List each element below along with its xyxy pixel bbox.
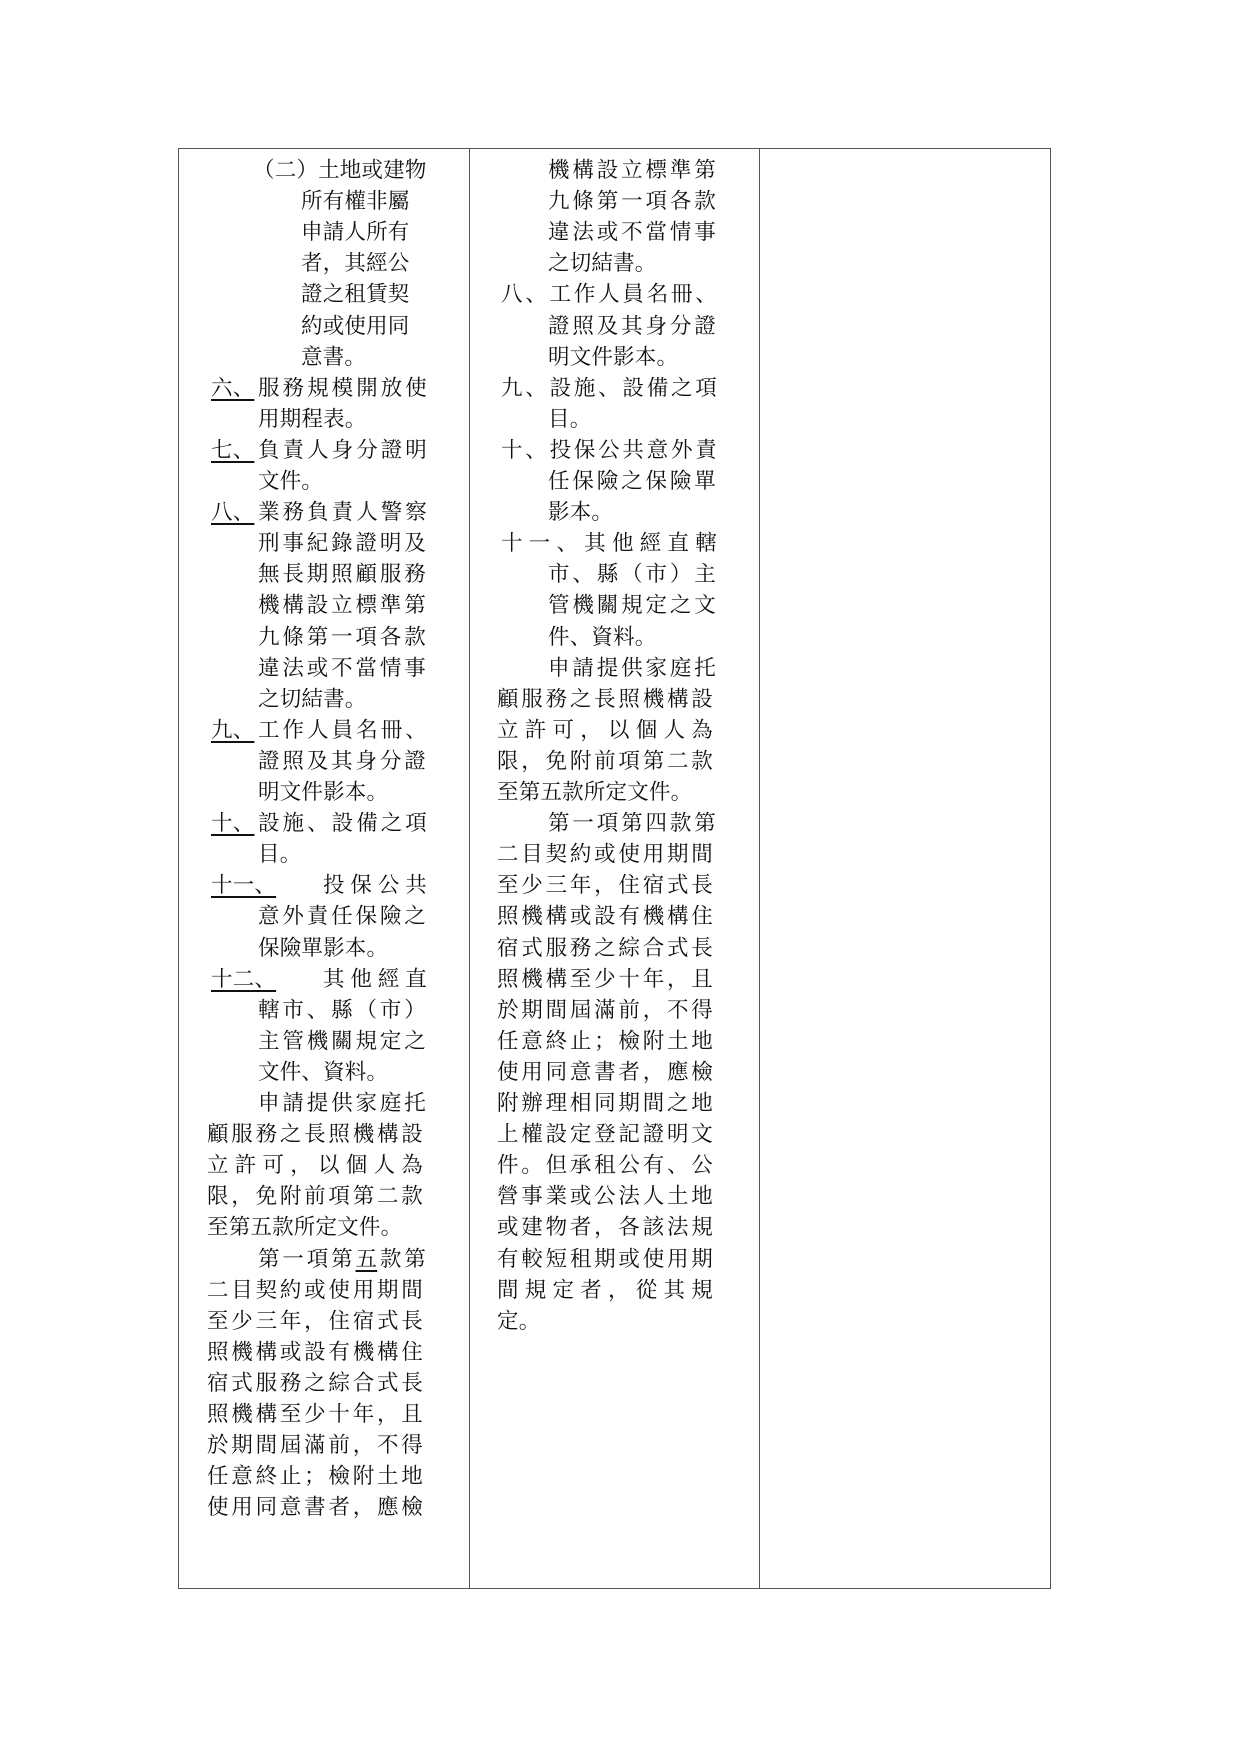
amended-text-line: 證之租賃契 — [301, 282, 410, 308]
amended-text-line: 於 期 間 屆 滿 前 ， 不 得 — [207, 1433, 423, 1459]
current-text-line: 管 機 關 規 定 之 文 — [548, 593, 716, 619]
amended-text-line: 十、 設 施 、 設 備 之 項 — [211, 808, 427, 840]
current-text-line: 附 辦 理 相 同 期 間 之 地 — [497, 1091, 713, 1116]
current-text-line: 間 規 定 者 ， 從 其 規 — [497, 1277, 713, 1303]
amended-text-line: 限 ， 免 附 前 項 第 二 款 — [207, 1184, 423, 1210]
amended-text-line: 目。 — [258, 842, 302, 868]
current-text-line: 機 構 設 立 標 準 第 — [548, 158, 716, 183]
current-text-line: 九 條 第 一 項 各 款 — [548, 189, 716, 215]
amended-text-line: 違 法 或 不 當 情 事 — [258, 655, 426, 681]
amended-text-line: 刑 事 紀 錄 證 明 及 — [258, 531, 426, 557]
current-text-line: 十 一 、 其 他 經 直 轄 — [501, 531, 717, 557]
amended-text-line: 任 意 終 止 ； 檢 附 土 地 — [207, 1464, 423, 1490]
current-text-line: 或 建 物 者 ， 各 該 法 規 — [497, 1215, 713, 1241]
amended-text-line: 主 管 機 關 規 定 之 — [258, 1028, 426, 1054]
amended-text-line: 保險單影本。 — [258, 935, 389, 961]
amended-text-line: 至第五款所定文件。 — [207, 1215, 403, 1241]
current-text-line: 於 期 間 屆 滿 前 ， 不 得 — [497, 997, 713, 1023]
current-text-line: 有 較 短 租 期 或 使 用 期 — [497, 1246, 713, 1272]
current-text-line: 八 、 工 作 人 員 名 冊 、 — [501, 282, 717, 308]
item-number: 八、 — [211, 500, 255, 526]
amended-text-line: 明文件影本。 — [258, 780, 389, 805]
amended-text-line: 顧 服 務 之 長 照 機 構 設 — [207, 1122, 423, 1148]
current-text-line: 使 用 同 意 書 者 ， 應 檢 — [497, 1059, 713, 1085]
current-text-line: 定。 — [497, 1308, 541, 1334]
amended-text-line: 所有權非屬 — [301, 189, 410, 215]
current-text-line: 十 、 投 保 公 共 意 外 責 — [501, 437, 717, 463]
amended-text-line: 七、 負 責 人 身 分 證 明 — [211, 435, 427, 467]
amended-text-line: 申請人所有 — [301, 220, 410, 246]
amended-text-line: 意 外 責 任 保 險 之 — [258, 904, 426, 930]
current-text-line: 件 。 但 承 租 公 有 、 公 — [497, 1153, 713, 1179]
amended-text-line: 用期程表。 — [258, 406, 367, 432]
current-text-line: 立 許 可 ， 以 個 人 為 — [497, 717, 713, 743]
current-text-line: 照 機 構 至 少 十 年 ， 且 — [497, 966, 713, 992]
current-text-line: 申 請 提 供 家 庭 托 — [548, 655, 716, 681]
amended-text-line: 約或使用同 — [301, 313, 410, 339]
column-current-text — [469, 149, 760, 1588]
current-text-line: 之切結書。 — [548, 251, 657, 277]
current-text-line: 違 法 或 不 當 情 事 — [548, 220, 716, 246]
amended-text-line: 至 少 三 年 ， 住 宿 式 長 — [207, 1308, 423, 1334]
comparison-table — [178, 148, 1051, 1589]
amended-text-line: 十二、 其 他 經 直 — [211, 964, 427, 996]
current-text-line: 照 機 構 或 設 有 機 構 住 — [497, 904, 713, 930]
current-text-line: 宿 式 服 務 之 綜 合 式 長 — [497, 935, 713, 961]
amended-text-line: 機 構 設 立 標 準 第 — [258, 593, 426, 619]
current-text-line: 上 權 設 定 登 記 證 明 文 — [497, 1122, 713, 1148]
amended-text-line: 第 一 項 第 五 款 第 — [258, 1246, 426, 1272]
amended-text-line: 六、 服 務 規 模 開 放 使 — [211, 373, 427, 405]
amended-text-line: 文件、資料。 — [258, 1059, 389, 1085]
current-text-line: 至第五款所定文件。 — [497, 780, 693, 805]
item-number: 九、 — [211, 717, 255, 743]
column-amended-text — [179, 149, 470, 1588]
amended-text-line: 宿 式 服 務 之 綜 合 式 長 — [207, 1370, 423, 1396]
column-explanation — [759, 149, 1050, 1588]
current-text-line: 限 ， 免 附 前 項 第 二 款 — [497, 748, 713, 774]
current-text-line: 二 目 契 約 或 使 用 期 間 — [497, 842, 713, 868]
amended-text-line: 者，其經公 — [301, 251, 410, 277]
amended-text-line: 九 條 第 一 項 各 款 — [258, 624, 426, 650]
current-text-line: 明文件影本。 — [548, 344, 679, 370]
current-text-line: 影本。 — [548, 500, 614, 526]
amended-text-line: 九、 工 作 人 員 名 冊 、 — [211, 715, 427, 747]
amended-text-line: 意書。 — [301, 344, 367, 370]
current-text-line: 任 保 險 之 保 險 單 — [548, 469, 716, 494]
amended-text-line: 照 機 構 至 少 十 年 ， 且 — [207, 1402, 423, 1427]
item-number: 十一、 — [211, 873, 277, 899]
amended-text-line: （二）土地或建物 — [253, 158, 427, 183]
current-text-line: 九 、 設 施 、 設 備 之 項 — [501, 375, 717, 401]
amended-text-line: 證 照 及 其 身 分 證 — [258, 748, 426, 774]
item-number: 十、 — [211, 811, 255, 837]
amended-text-line: 申 請 提 供 家 庭 托 — [258, 1091, 426, 1116]
current-text-line: 件、資料。 — [548, 624, 657, 650]
current-text-line: 至 少 三 年 ， 住 宿 式 長 — [497, 873, 713, 899]
amended-text-line: 十一、 投 保 公 共 — [211, 870, 427, 902]
current-text-line: 任 意 終 止 ； 檢 附 土 地 — [497, 1028, 713, 1054]
item-number: 十二、 — [211, 966, 277, 992]
amended-text-line: 轄 市 、 縣 （ 市 ） — [258, 997, 426, 1023]
amended-text-line: 二 目 契 約 或 使 用 期 間 — [207, 1277, 423, 1303]
current-text-line: 顧 服 務 之 長 照 機 構 設 — [497, 686, 713, 712]
current-text-line: 營 事 業 或 公 法 人 土 地 — [497, 1184, 713, 1210]
amended-text-line: 無 長 期 照 顧 服 務 — [258, 562, 426, 588]
amended-text-line: 立 許 可 ， 以 個 人 為 — [207, 1153, 423, 1179]
amended-text-line: 文件。 — [258, 469, 324, 494]
amended-text-line: 之切結書。 — [258, 686, 367, 712]
current-text-line: 目。 — [548, 406, 592, 432]
current-text-line: 證 照 及 其 身 分 證 — [548, 313, 716, 339]
current-text-line: 第 一 項 第 四 款 第 — [548, 811, 716, 837]
current-text-line: 市 、 縣 （ 市 ） 主 — [548, 562, 716, 588]
amended-text-line: 八、 業 務 負 責 人 警 察 — [211, 497, 427, 529]
item-number: 六、 — [211, 375, 255, 401]
item-number: 七、 — [211, 437, 255, 463]
amended-text-line: 照 機 構 或 設 有 機 構 住 — [207, 1339, 423, 1365]
amended-text-line: 使 用 同 意 書 者 ， 應 檢 — [207, 1495, 423, 1521]
